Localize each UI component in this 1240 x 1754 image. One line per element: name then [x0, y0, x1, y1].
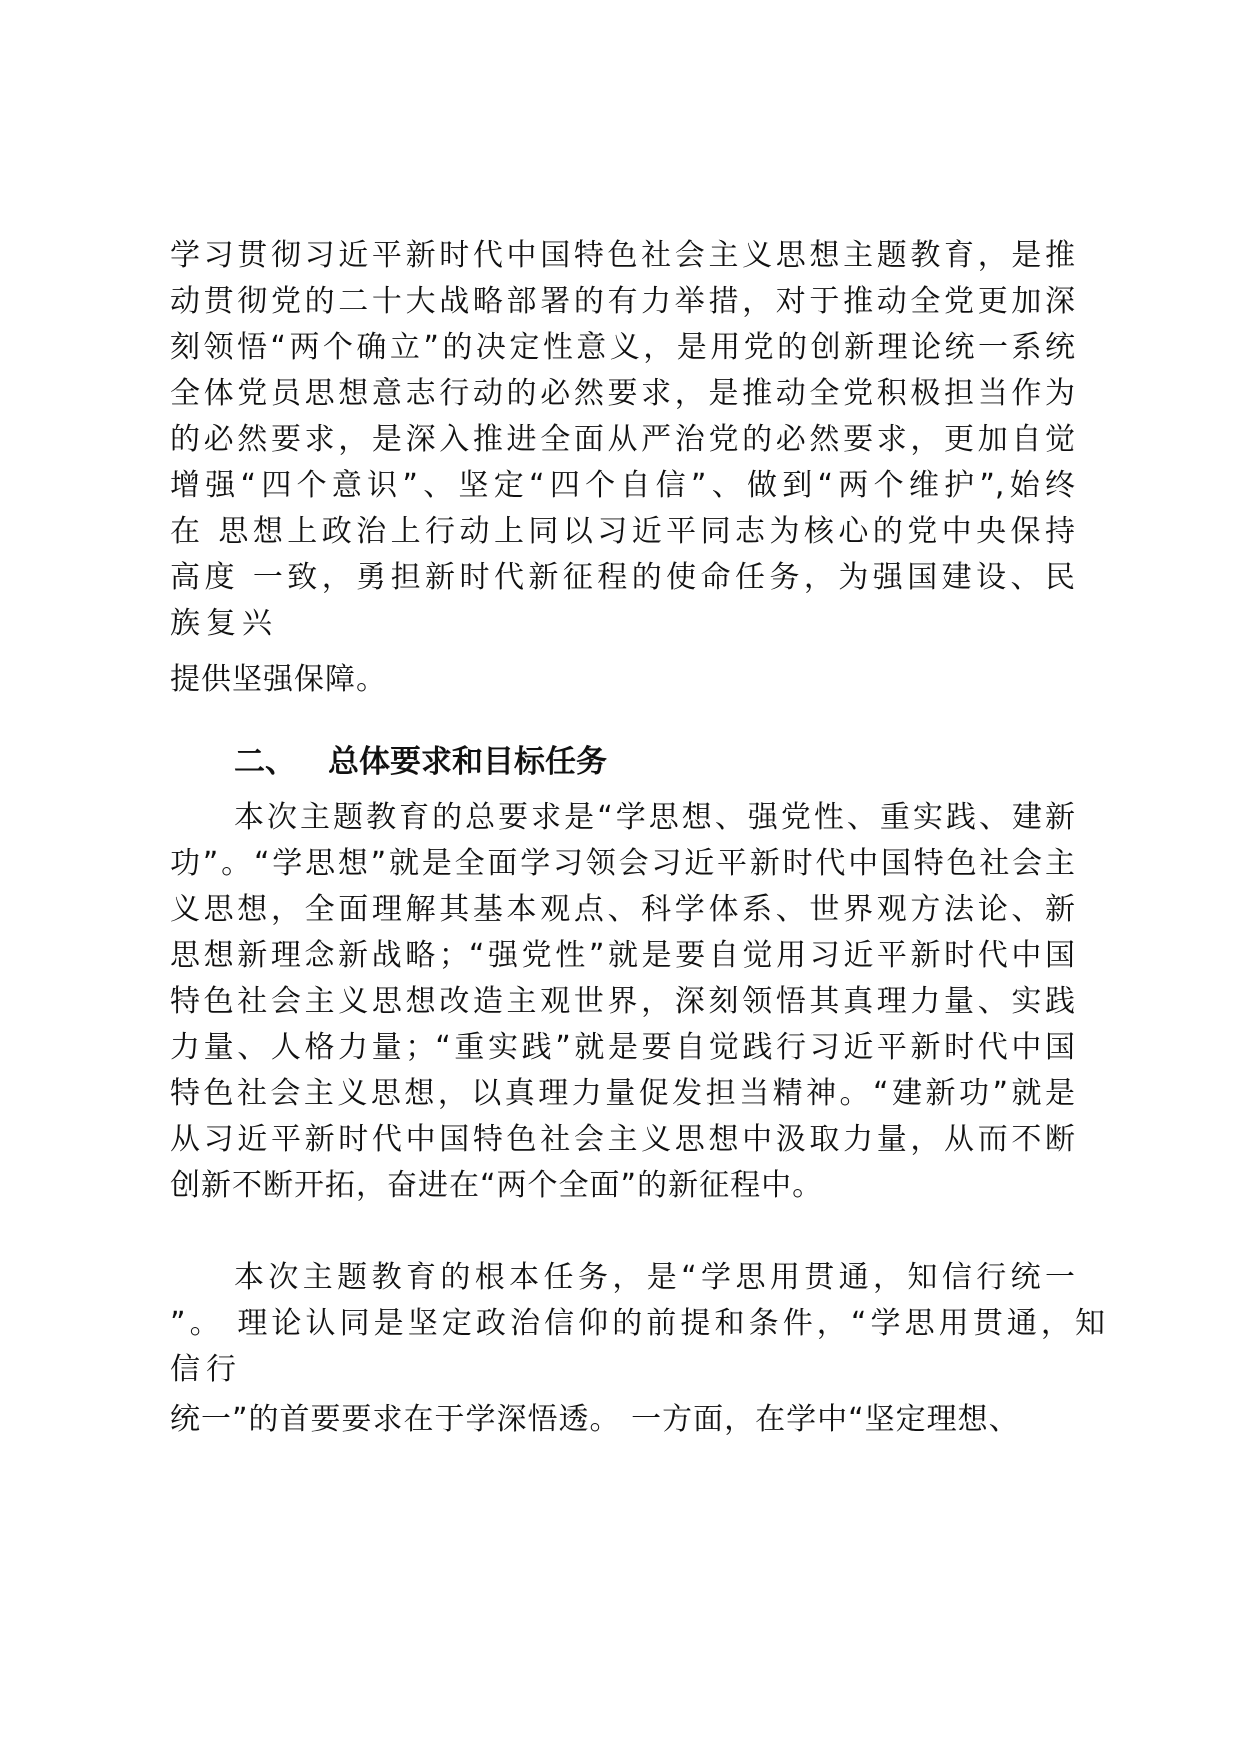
section-number: 二、 [234, 744, 296, 780]
body-text-line: 本次主题教育的根本任务，是“学思用贯通，知信行统一 [234, 1260, 1075, 1295]
body-text-line: 动贯彻党的二十大战略部署的有力举措，对于推动全党更加深 [170, 284, 1075, 319]
body-text-line: 的必然要求，是深入推进全面从严治党的必然要求，更加自觉 [170, 422, 1075, 457]
body-text-line: 提供坚强保障。 [170, 662, 387, 697]
body-text-line: 全体党员思想意志行动的必然要求，是推动全党积极担当作为 [170, 376, 1075, 411]
body-text-line: 在 思想上政治上行动上同以习近平同志为核心的党中央保持 [170, 514, 1075, 549]
body-text-line: 刻领悟“两个确立”的决定性意义，是用党的创新理论统一系统 [170, 330, 1075, 365]
body-text-line: 本次主题教育的总要求是“学思想、强党性、重实践、建新 [234, 800, 1075, 835]
body-text-line: 增强“四个意识”、坚定“四个自信”、做到“两个维护”,始终 [170, 468, 1075, 503]
body-text-line: 特色社会主义思想，以真理力量促发担当精神。“建新功”就是 [170, 1076, 1075, 1111]
body-text-line: 创新不断开拓，奋进在“两个全面”的新征程中。 [170, 1168, 824, 1203]
body-text-line: 高度 一致，勇担新时代新征程的使命任务，为强国建设、民 [170, 560, 1075, 595]
body-text-line: 义思想，全面理解其基本观点、科学体系、世界观方法论、新 [170, 892, 1075, 927]
body-text-line: 学习贯彻习近平新时代中国特色社会主义思想主题教育，是推 [170, 238, 1075, 273]
section-title: 总体要求和目标任务 [328, 744, 607, 780]
body-text-line: 信行 [170, 1352, 242, 1387]
body-text-line: 功”。“学思想”就是全面学习领会习近平新时代中国特色社会主 [170, 846, 1075, 881]
body-text-line: 思想新理念新战略；“强党性”就是要自觉用习近平新时代中国 [170, 938, 1075, 973]
body-text-line: 统一”的首要要求在于学深悟透。 一方面，在学中“坚定理想、 [170, 1402, 1020, 1437]
body-text-line: 特色社会主义思想改造主观世界，深刻领悟其真理力量、实践 [170, 984, 1075, 1019]
body-text-line: 力量、人格力量；“重实践”就是要自觉践行习近平新时代中国 [170, 1030, 1075, 1065]
section-heading [234, 739, 607, 785]
body-text-line: 从习近平新时代中国特色社会主义思想中汲取力量，从而不断 [170, 1122, 1075, 1157]
body-text-line: ”。 理论认同是坚定政治信仰的前提和条件，“学思用贯通，知 [170, 1306, 1105, 1341]
body-text-line: 族复兴 [170, 606, 278, 641]
